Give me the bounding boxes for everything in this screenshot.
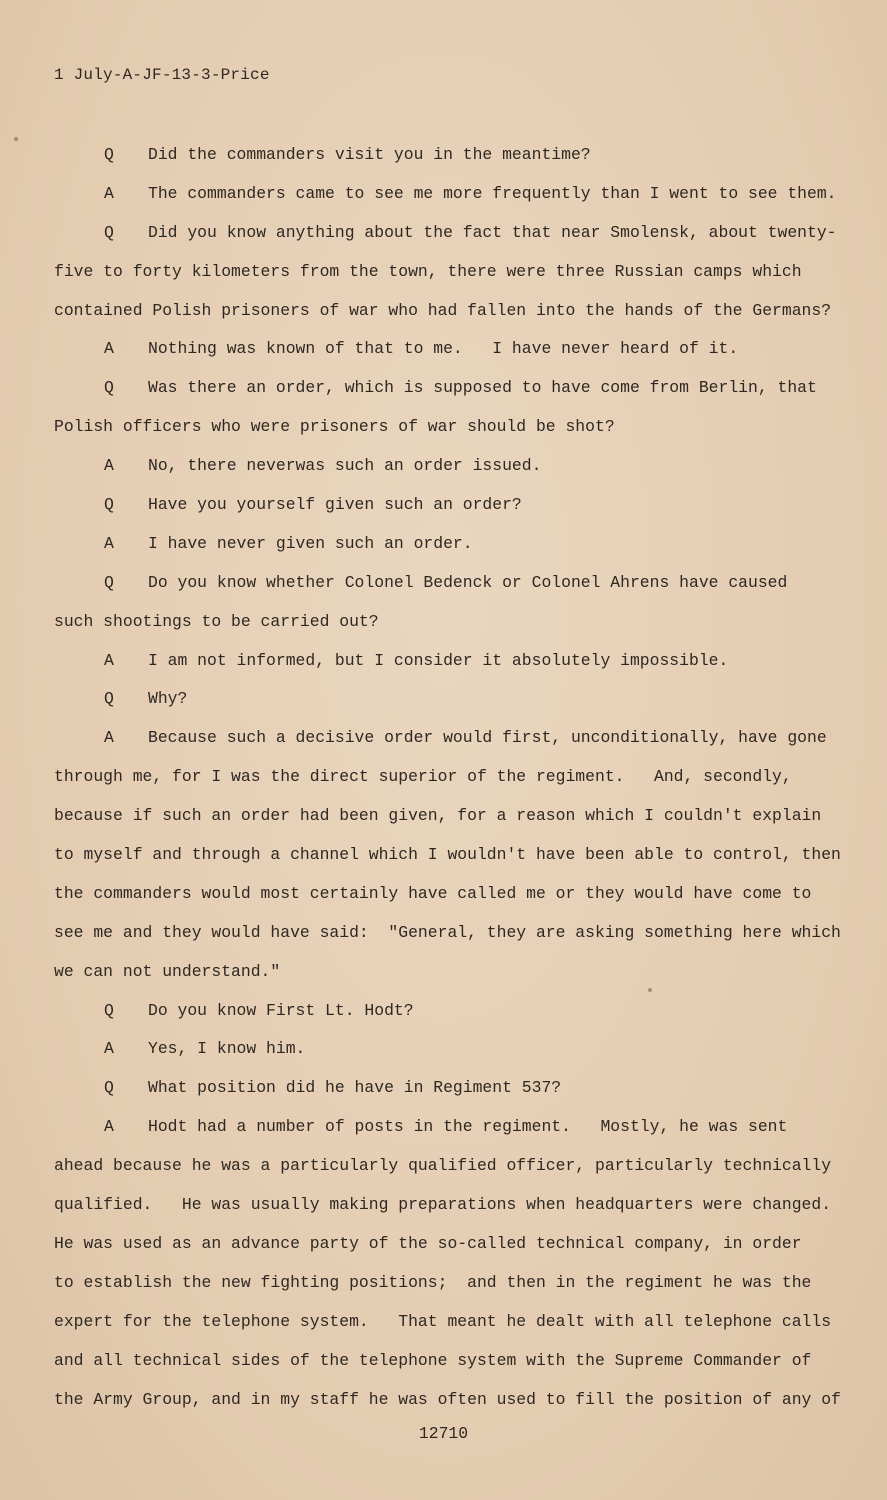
transcript-line [54, 1342, 844, 1381]
line-text: and all technical sides of the telephone system with the Supreme Commander of [54, 1350, 812, 1370]
transcript-line [54, 797, 844, 836]
line-text: we can not understand." [54, 961, 281, 981]
transcript-line [54, 330, 844, 369]
speaker-label: Q [104, 495, 114, 515]
paper-speck [648, 988, 652, 992]
transcript-line [54, 1030, 844, 1069]
paper-speck [14, 137, 18, 141]
line-text: Do you know First Lt. Hodt? [148, 1000, 414, 1020]
transcript-line [54, 1069, 844, 1108]
line-text: contained Polish prisoners of war who had fallen into the hands of the Germans? [54, 300, 832, 320]
line-text: Did you know anything about the fact that near Smolensk, about twenty- [148, 222, 837, 242]
transcript-body [54, 136, 844, 1419]
line-text: to myself and through a channel which I wouldn't have been able to control, then [54, 845, 841, 865]
transcript-line [54, 875, 844, 914]
transcript-line [54, 1147, 844, 1186]
speaker-label: A [104, 339, 114, 359]
transcript-line [54, 1303, 844, 1342]
transcript-line [54, 953, 844, 992]
line-text: qualified. He was usually making preparations when headquarters were changed. [54, 1195, 832, 1215]
transcript-line [54, 1381, 844, 1420]
speaker-label: Q [104, 689, 114, 709]
transcript-line [54, 1108, 844, 1147]
line-text: through me, for I was the direct superior of the regiment. And, secondly, [54, 767, 792, 787]
line-text: Polish officers who were prisoners of war should be shot? [54, 417, 615, 437]
transcript-line [54, 292, 844, 331]
line-text: He was used as an advance party of the so-called technical company, in order [54, 1233, 802, 1253]
transcript-line [54, 1186, 844, 1225]
transcript-line [54, 175, 844, 214]
line-text: I am not informed, but I consider it absolutely impossible. [148, 650, 729, 670]
transcript-line [54, 486, 844, 525]
speaker-label: A [104, 728, 114, 748]
line-text: Did the commanders visit you in the meantime? [148, 145, 591, 164]
speaker-label: Q [104, 378, 114, 398]
transcript-line [54, 914, 844, 953]
speaker-label: A [104, 650, 114, 670]
speaker-label: A [104, 1039, 114, 1059]
speaker-label: Q [104, 572, 114, 592]
speaker-label: Q [104, 1078, 114, 1098]
line-text: Because such a decisive order would first, unconditionally, have gone [148, 728, 827, 748]
transcript-line [54, 758, 844, 797]
line-text: Yes, I know him. [148, 1039, 306, 1059]
line-text: Why? [148, 689, 188, 709]
line-text: Do you know whether Colonel Bedenck or Colonel Ahrens have caused [148, 572, 788, 592]
line-text: expert for the telephone system. That meant he dealt with all telephone calls [54, 1311, 832, 1331]
transcript-line [54, 1264, 844, 1303]
speaker-label: Q [104, 222, 114, 242]
transcript-line [54, 603, 844, 642]
line-text: because if such an order had been given, for a reason which I couldn't explain [54, 806, 822, 826]
transcript-line [54, 369, 844, 408]
speaker-label: A [104, 533, 114, 553]
speaker-label: A [104, 1117, 114, 1137]
transcript-line [54, 680, 844, 719]
line-text: the Army Group, and in my staff he was often used to fill the position of any of [54, 1389, 841, 1409]
transcript-line [54, 525, 844, 564]
transcript-line [54, 1225, 844, 1264]
transcript-line [54, 992, 844, 1031]
transcript-line [54, 214, 844, 253]
speaker-label: A [104, 456, 114, 476]
transcript-line [54, 642, 844, 681]
line-text: ahead because he was a particularly qualified officer, particularly technically [54, 1156, 832, 1176]
line-text: Have you yourself given such an order? [148, 495, 522, 515]
line-text: The commanders came to see me more frequently than I went to see them. [148, 183, 837, 203]
line-text: Was there an order, which is supposed to have come from Berlin, that [148, 378, 817, 398]
transcript-line [54, 447, 844, 486]
transcript-line [54, 564, 844, 603]
line-text: such shootings to be carried out? [54, 611, 379, 631]
speaker-label: A [104, 183, 114, 203]
speaker-label: Q [104, 145, 114, 164]
transcript-line [54, 836, 844, 875]
line-text: to establish the new fighting positions; and then in the regiment he was the [54, 1272, 812, 1292]
transcript-line [54, 408, 844, 447]
line-text: five to forty kilometers from the town, there were three Russian camps which [54, 261, 802, 281]
document-header: 1 July-A-JF-13-3-Price [54, 66, 270, 84]
page-number: 12710 [418, 1424, 469, 1443]
transcript-line [54, 253, 844, 292]
line-text: I have never given such an order. [148, 533, 473, 553]
line-text: No, there neverwas such an order issued. [148, 456, 542, 476]
transcript-line [54, 719, 844, 758]
line-text: see me and they would have said: "General, they are asking something here which [54, 922, 841, 942]
line-text: What position did he have in Regiment 537? [148, 1078, 562, 1098]
line-text: Nothing was known of that to me. I have never heard of it. [148, 339, 739, 359]
transcript-line [54, 136, 844, 175]
line-text: Hodt had a number of posts in the regiment. Mostly, he was sent [148, 1117, 788, 1137]
line-text: the commanders would most certainly have called me or they would have come to [54, 883, 812, 903]
speaker-label: Q [104, 1000, 114, 1020]
